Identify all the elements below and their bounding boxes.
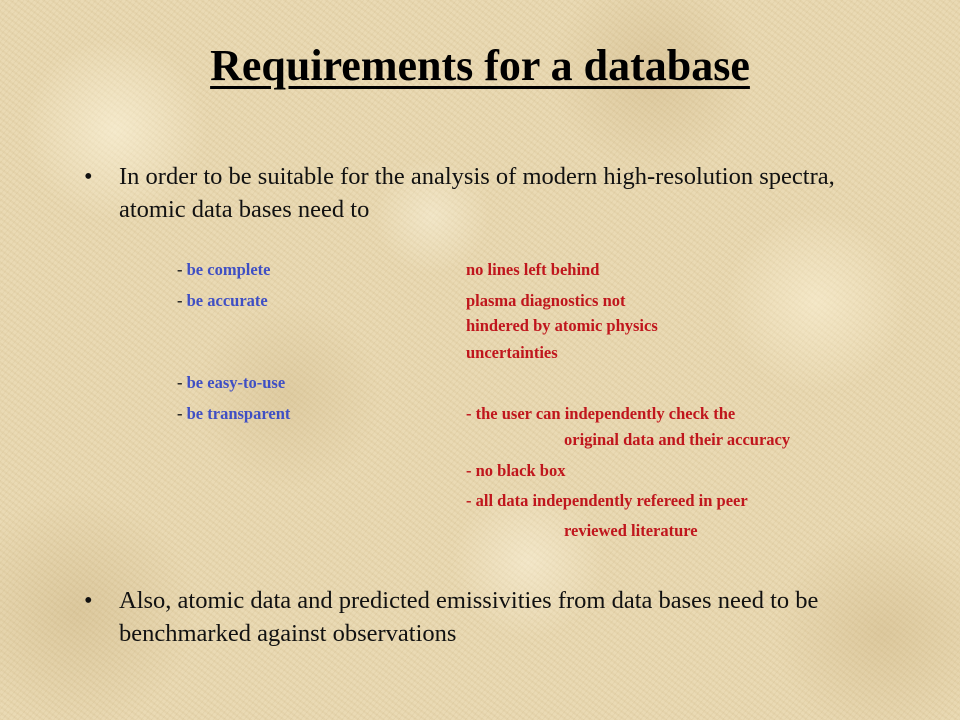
requirement-note-line: plasma diagnostics not xyxy=(466,291,626,310)
requirement-transparent xyxy=(177,402,290,426)
requirement-label: be complete xyxy=(186,260,271,279)
requirement-easy-to-use xyxy=(177,371,285,395)
transparency-text: no black box xyxy=(475,461,566,480)
transparency-point xyxy=(466,489,748,513)
bullet-closing xyxy=(84,584,904,650)
transparency-cont: original data and their accuracy xyxy=(564,430,791,449)
requirement-complete xyxy=(177,258,270,282)
transparency-dash: - xyxy=(466,491,476,510)
requirement-label: be accurate xyxy=(186,291,268,310)
requirement-note-line: no lines left behind xyxy=(466,260,600,279)
requirement-label: be transparent xyxy=(186,404,291,423)
requirement-dash: - xyxy=(177,373,187,392)
transparency-cont: reviewed literature xyxy=(564,521,698,540)
requirement-note-line: uncertainties xyxy=(466,343,558,362)
requirement-label: be easy-to-use xyxy=(186,373,286,392)
slide-title-text: Requirements for a database xyxy=(210,41,750,90)
requirement-dash: - xyxy=(177,291,187,310)
transparency-dash: - xyxy=(466,404,476,423)
transparency-point xyxy=(466,459,566,483)
slide-title xyxy=(0,40,960,91)
requirement-note xyxy=(466,314,658,338)
requirement-note xyxy=(466,289,626,313)
transparency-text: all data independently refereed in peer xyxy=(475,491,748,510)
bullet-dot-icon: • xyxy=(84,163,93,190)
transparency-text: the user can independently check the xyxy=(475,404,736,423)
bullet-closing-text: Also, atomic data and predicted emissivities from data bases need to be benchmarked against observations xyxy=(119,587,819,647)
transparency-point xyxy=(466,402,735,426)
requirement-accurate xyxy=(177,289,268,313)
transparency-dash: - xyxy=(466,461,476,480)
transparency-point-cont xyxy=(564,519,698,543)
transparency-point-cont xyxy=(564,428,790,452)
bullet-dot-icon: • xyxy=(84,587,93,614)
requirement-note-line: hindered by atomic physics xyxy=(466,316,658,335)
bullet-intro-text: In order to be suitable for the analysis of modern high-resolution spectra, atomic data bases need to xyxy=(119,163,835,223)
bullet-intro xyxy=(84,160,904,226)
requirement-note xyxy=(466,258,599,282)
requirement-note xyxy=(466,341,558,365)
requirement-dash: - xyxy=(177,404,187,423)
requirement-dash: - xyxy=(177,260,187,279)
